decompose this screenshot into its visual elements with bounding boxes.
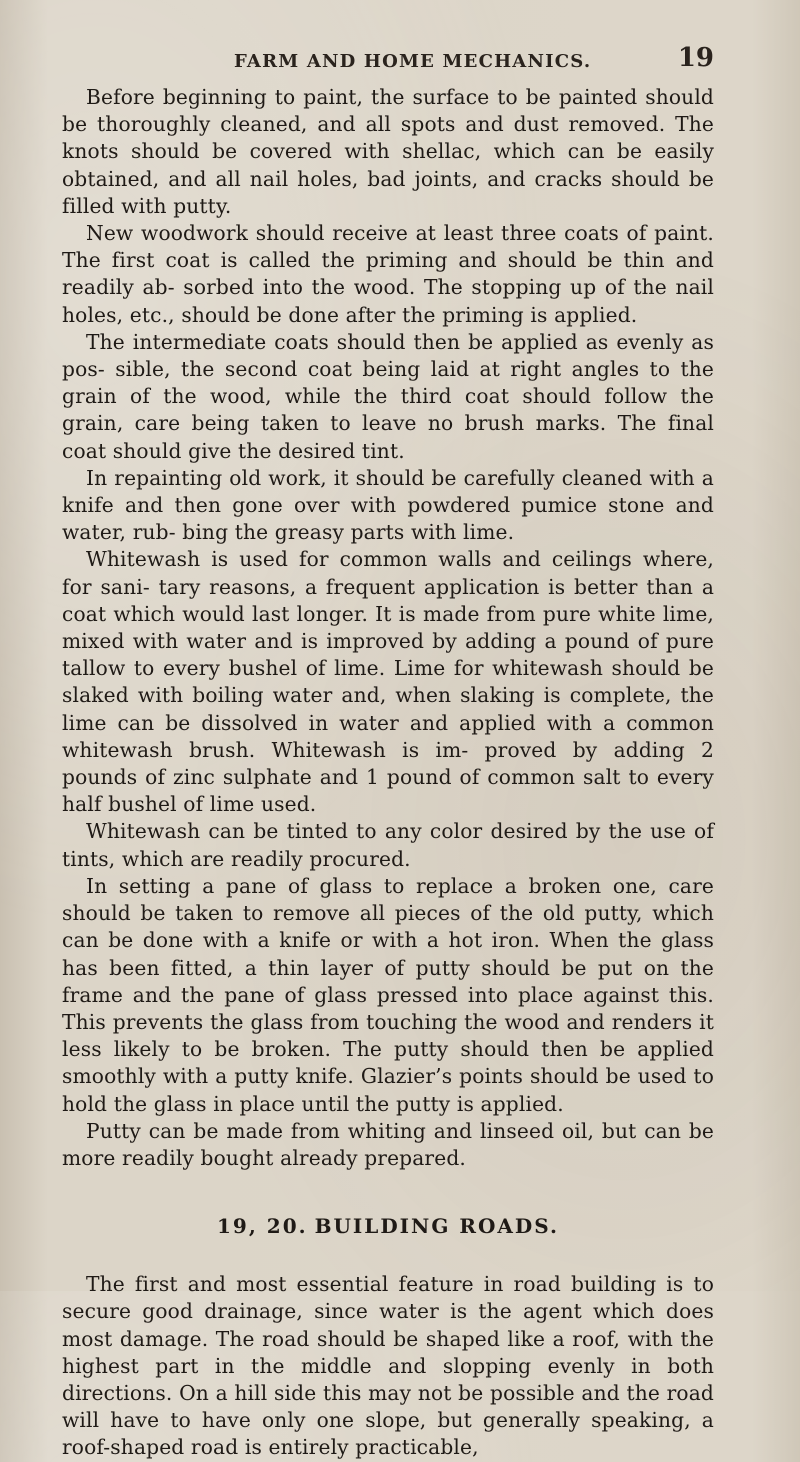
paragraph-putty: Putty can be made from whiting and linseed oil, but can be more readily bought already prepared. (62, 1118, 714, 1170)
paragraph-whitewash-tinting: Whitewash can be tinted to any color desired by the use of tints, which are readily procured. (62, 819, 714, 871)
paragraph-intermediate-coats: The intermediate coats should then be applied as evenly as pos- sible, the second coat being laid at right angles to the grain of the wood, while the third coat should follow the grain, care being taken to leave no brush marks. The final coat should give the desired tint. (62, 329, 714, 463)
section-number: 19, 20. (217, 1214, 308, 1239)
paragraph-glass-setting: In setting a pane of glass to replace a broken one, care should be taken to remove all pieces of the old putty, which can be done with a knife or with a hot iron. When the glass has been fitted, a thin layer of putty should be put on the frame and the pane of glass pressed into place against this. This prevents the glass from touching the wood and renders it less likely to be broken. The putty should then be applied smoothly with a putty knife. Glazier’s points should be used to hold the glass in place until the putty is applied. (62, 873, 714, 1116)
page-number: 19 (677, 43, 714, 73)
running-title: FARM AND HOME MECHANICS. (234, 51, 592, 72)
paragraph-painting-preparation: Before beginning to paint, the surface to be painted should be thoroughly cleaned, and all spots and dust removed. The knots should be covered with shellac, which can be easily obtained, and all nail holes, bad joints, and cracks should be filled with putty. (62, 85, 714, 218)
paragraph-new-woodwork: New woodwork should receive at least three coats of paint. The first coat is called the priming and should be thin and readily ab- sorbed into the wood. The stopping up of the nail holes, etc., should be done after the priming is applied. (62, 221, 714, 327)
paragraph-whitewash: Whitewash is used for common walls and ceilings where, for sani- tary reasons, a frequent application is better than a coat which would last longer. It is made from pure white lime, mixed with water and is improved by adding a pound of pure tallow to every bushel of lime. Lime for whitewash should be slaked with boiling water and, when slaking is complete, the lime can be dissolved in water and applied with a common whitewash brush. Whitewash is im- proved by adding 2 pounds of zinc sulphate and 1 pound of common salt to every half bushel of lime used. (62, 547, 714, 817)
section-heading (62, 1214, 714, 1238)
running-head (62, 43, 714, 80)
section-title: BUILDING ROADS. (314, 1214, 559, 1239)
paragraph-repainting: In repainting old work, it should be carefully cleaned with a knife and then gone over with powdered pumice stone and water, rub- bing the greasy parts with lime. (62, 465, 714, 545)
body-text (62, 84, 714, 1462)
paragraph-road-drainage: The first and most essential feature in road building is to secure good drainage, since water is the agent which does most damage. The road should be shaped like a roof, with the highest part in the middle and slopping evenly in both directions. On a hill side this may not be possible and the road will have to have only one slope, but generally speaking, a roof-shaped road is entirely practicable, (62, 1272, 714, 1460)
